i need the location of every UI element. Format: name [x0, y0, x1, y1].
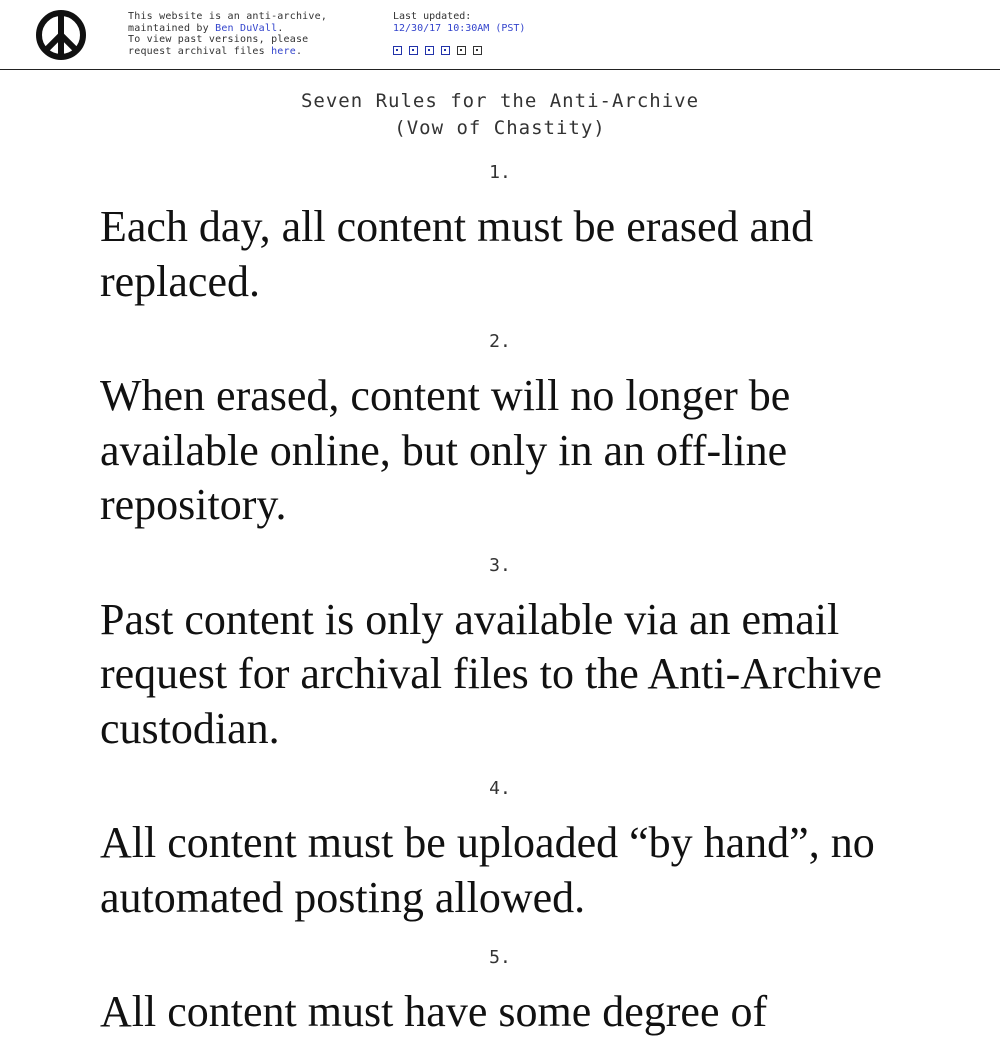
- peace-symbol-logo[interactable]: [36, 10, 86, 60]
- rule-item: [0, 551, 1000, 757]
- info-line: [128, 23, 327, 35]
- page-title: [0, 88, 1000, 142]
- rule-number: 5.: [489, 947, 511, 968]
- share-icon[interactable]: [393, 46, 402, 55]
- info-line: [128, 46, 327, 58]
- share-icon[interactable]: [425, 46, 434, 55]
- archive-request-link[interactable]: here: [271, 45, 296, 57]
- last-updated: [393, 11, 525, 34]
- info-text: .: [295, 45, 303, 57]
- info-text: .: [277, 22, 284, 34]
- updated-label: Last updated:: [393, 11, 472, 22]
- share-icons: [393, 46, 482, 55]
- rule-text: All content must have some degree of: [100, 987, 768, 1036]
- rule-number: 2.: [489, 331, 511, 352]
- rule-item: [0, 774, 1000, 925]
- rule-item: [0, 943, 1000, 1040]
- share-icon[interactable]: [409, 46, 418, 55]
- share-icon[interactable]: [441, 46, 450, 55]
- author-link[interactable]: Ben DuVall: [215, 22, 278, 34]
- share-icon[interactable]: [473, 46, 482, 55]
- info-text: request archival files: [128, 45, 272, 57]
- rule-number: 4.: [489, 778, 511, 799]
- site-header: [0, 0, 1000, 70]
- rule-text: Each day, all content must be erased and replaced.: [100, 202, 814, 306]
- share-icon[interactable]: [457, 46, 466, 55]
- title-line: Seven Rules for the Anti-Archive: [300, 90, 700, 112]
- subtitle-line: (Vow of Chastity): [394, 117, 606, 139]
- rule-item: [0, 327, 1000, 533]
- updated-timestamp: 12/30/17 10:30AM (PST): [393, 22, 526, 34]
- info-line: To view past versions, please: [128, 34, 309, 45]
- site-info: [128, 11, 327, 57]
- rule-text: Past content is only available via an email request for archival files to the Anti-Archive custodian.: [100, 594, 882, 753]
- rule-number: 1.: [489, 162, 511, 183]
- info-text: maintained by: [128, 22, 216, 34]
- rule-text: When erased, content will no longer be available online, but only in an off-line repository.: [100, 371, 791, 529]
- rules-list: [0, 158, 1000, 1040]
- info-line: This website is an anti-archive,: [128, 11, 328, 22]
- rule-text: All content must be uploaded “by hand”, no automated posting allowed.: [100, 818, 875, 922]
- rule-item: [0, 158, 1000, 309]
- rule-number: 3.: [489, 554, 511, 576]
